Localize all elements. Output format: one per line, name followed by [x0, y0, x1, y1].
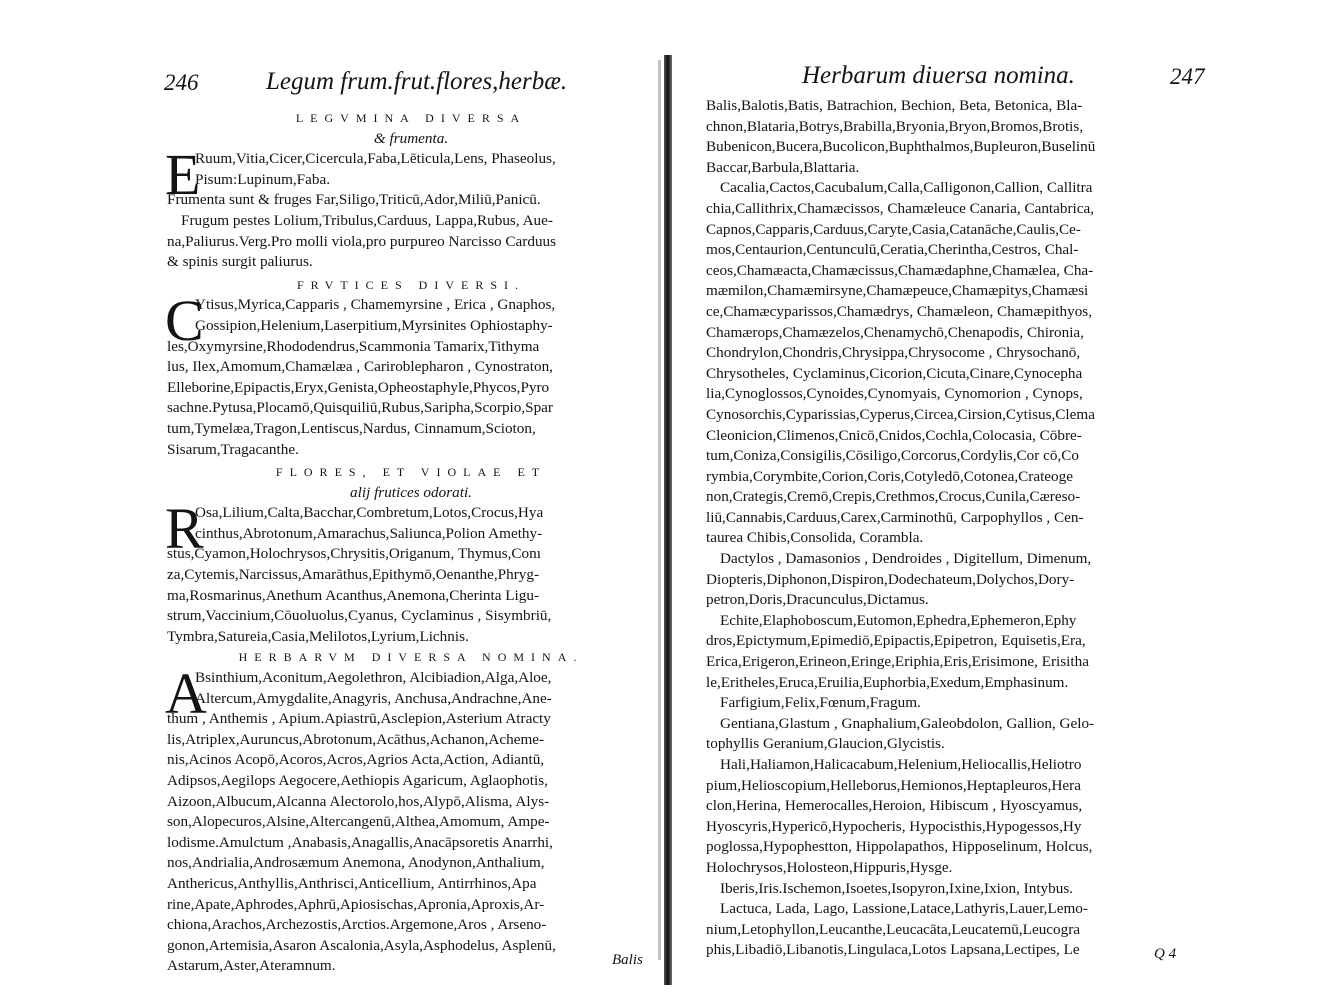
drop-cap: R	[165, 496, 204, 562]
text-line: taurea Chibis,Consolida, Corambla.	[706, 529, 924, 547]
running-head: Legum frum.frut.flores,herbæ.	[266, 68, 568, 95]
text-line: Farfigium,Felix,Fœnum,Fragum.	[720, 694, 921, 712]
text-line: non,Crategis,Cremō,Crepis,Crethmos,Crocus,Cunila,Cæreso-	[706, 488, 1081, 506]
text-line: na,Paliurus.Verg.Pro molli viola,pro purpureo Narcisso Carduus	[167, 232, 557, 250]
text-line: Adipsos,Aegilops Aegocere,Aethiopis Agaricum, Aglaophotis,	[167, 772, 548, 789]
text-line: Iberis,Iris.Ischemon,Isoetes,Isopyron,Ixine,Ixion, Intybus.	[720, 879, 1074, 897]
text-line: Cynosorchis,Cyparissias,Cyperus,Circea,Cirsion,Cytisus,Clema	[706, 405, 1095, 423]
catchword: Balis	[612, 952, 643, 968]
text-line: Chrysotheles, Cyclaminus,Cicorion,Cicuta,Cinare,Cynocepha	[706, 364, 1083, 382]
text-line: ceos,Chamæacta,Chamæcissus,Chamædaphne,Chamælea, Cha-	[706, 261, 1094, 279]
text-line: Bubenicon,Bucera,Bucolicon,Buphthalmos,Bupleuron,Buselinū	[706, 138, 1096, 156]
text-line: rine,Apate,Aphrodes,Aphrū,Apiosischas,Apronia,Aproxis,Ar-	[167, 895, 545, 913]
text-line: les,Oxymyrsine,Rhododendrus,Scammonia Tamarix,Tithyma	[167, 337, 540, 355]
text-line: gonon,Artemisia,Asaron Ascalonia,Asyla,Asphodelus, Asplenū,	[167, 936, 556, 954]
text-line: Diopteris,Diphonon,Dispiron,Dodechateum,Dolychos,Dory-	[706, 570, 1075, 588]
text-line: Erica,Erigeron,Erineon,Eringe,Eriphia,Eris,Erisimone, Erisitha	[706, 653, 1089, 671]
text-line: clon,Herina, Hemerocalles,Heroion, Hibiscum , Hyoscyamus,	[706, 797, 1083, 815]
signature-mark: Q 4	[1154, 946, 1177, 962]
text-line: Pisum:Lupinum,Faba.	[195, 170, 331, 188]
section-heading: FRVTICES DIVERSI.	[296, 277, 526, 292]
text-line: Chamærops,Chamæzelos,Chenamychō,Chenapodis, Chironia,	[706, 323, 1084, 341]
text-line: nis,Acinos Acopō,Acoros,Acros,Agrios Acta,Action, Adiantū,	[167, 751, 545, 769]
text-line: lis,Atriplex,Auruncus,Abrotonum,Acāthus,Achanon,Acheme-	[167, 730, 545, 748]
text-line: son,Alopecuros,Alsine,Altercangenū,Althea,Amomum, Ampe-	[167, 813, 550, 831]
text-line: le,Eritheles,Eruca,Eruilia,Euphorbia,Exedum,Emphasinum.	[706, 673, 1069, 691]
drop-cap-lines	[167, 295, 655, 336]
drop-cap: C	[165, 288, 204, 354]
drop-cap: A	[165, 661, 207, 727]
section-heading: FLORES, ET VIOLAE ET	[275, 465, 547, 480]
text-line: mæmilon,Chamæmirsyne,Chamæpeuce,Chamæpitys,Chamæsi	[706, 282, 1089, 300]
right-text-column	[706, 96, 1216, 961]
text-line: Elleborine,Epipactis,Eryx,Genista,Opheostaphyle,Phycos,Pyro	[167, 378, 550, 396]
text-line: Hyoscyris,Hypericō,Hypocheris, Hypocisthis,Hypogessos,Hy	[706, 817, 1082, 835]
text-line: chiona,Arachos,Archezostis,Arctios.Argemone,Aros , Arseno-	[167, 916, 547, 934]
text-line: Altercum,Amygdalite,Anagyris, Anchusa,Andrachne,Ane-	[195, 689, 552, 707]
drop-cap-lines	[167, 149, 655, 190]
text-line: za,Cytemis,Narcissus,Amarāthus,Epithymō,Oenanthe,Phryg-	[167, 566, 540, 584]
text-line: Ytisus,Myrica,Capparis , Chamemyrsine , Erica , Gnaphos,	[195, 296, 556, 314]
text-line: Frugum pestes Lolium,Tribulus,Carduus, Lappa,Rubus, Aue-	[181, 211, 553, 229]
drop-cap-lines	[167, 668, 655, 709]
text-line: chnon,Blataria,Botrys,Brabilla,Bryonia,Bryon,Bromos,Brotis,	[706, 117, 1084, 135]
text-line: & spinis surgit paliurus.	[167, 253, 313, 271]
text-line: stus,Cyamon,Holochrysos,Chrysitis,Origanum, Thymus,Conı	[167, 545, 541, 563]
section-heading: LEGVMINA DIVERSA	[295, 111, 527, 125]
drop-cap-lines	[167, 503, 655, 544]
text-line: dros,Epictymum,Epimediō,Epipactis,Epipetron, Equisetis,Era,	[706, 632, 1086, 650]
text-line: cinthus,Abrotonum,Amarachus,Saliunca,Polion Amethy-	[195, 524, 543, 542]
text-line: ma,Rosmarinus,Anethum Acanthus,Anemona,Cherinta Ligu-	[167, 586, 540, 604]
page-number: 247	[1170, 64, 1205, 89]
text-line: tophyllis Geranium,Glaucion,Glycistis.	[706, 735, 945, 753]
paragraph	[167, 544, 655, 647]
section-subheading: & frumenta.	[373, 129, 449, 147]
text-line: tum,Tymelæa,Tragon,Lentiscus,Nardus, Cinnamum,Scioton,	[167, 419, 536, 437]
text-line: Anthericus,Anthyllis,Anthrisci,Anticellium, Antirrhinos,Apa	[167, 874, 537, 892]
text-line: Astarum,Aster,Ateramnum.	[167, 957, 336, 975]
text-line: lia,Cynoglossos,Cynoides,Cynomyais, Cynomorion , Cynops,	[706, 385, 1083, 403]
text-line: Holochrysos,Holosteon,Hippuris,Hysge.	[706, 858, 953, 876]
text-line: Cacalia,Cactos,Cacubalum,Calla,Calligonon,Callion, Callitra	[720, 179, 1093, 197]
paragraph	[167, 709, 655, 977]
text-line: Cleonicion,Climenos,Cnicō,Cnidos,Cochla,Colocasia, Cōbre-	[706, 426, 1082, 444]
text-line: nos,Andrialia,Androsæmum Anemona, Anodynon,Anthalium,	[167, 854, 545, 872]
text-line: Frumenta sunt & fruges Far,Siligo,Triticū,Ador,Miliū,Panicū.	[167, 191, 541, 209]
left-text-column	[167, 108, 655, 977]
text-line: lodisme.Amulctum ,Anabasis,Anagallis,Anacāpsoretis Anarrhi,	[167, 833, 553, 851]
text-line: phis,Libadiō,Libanotis,Lingulaca,Lotos Lapsana,Lectipes, Le	[706, 941, 1080, 959]
text-line: Dactylos , Damasonios , Dendroides , Digitellum, Dimenum,	[720, 550, 1092, 568]
text-line: Bsinthium,Aconitum,Aegolethron, Alcibiadion,Alga,Aloe,	[195, 669, 552, 687]
text-line: thum , Anthemis , Apium.Apiastrū,Asclepion,Asterium Atracty	[167, 710, 551, 728]
drop-cap: E	[165, 142, 201, 208]
text-line: tum,Coniza,Consigilis,Cōsiligo,Corcorus,Cordylis,Cor cō,Co	[706, 447, 1079, 465]
text-line: Sisarum,Tragacanthe.	[167, 440, 299, 458]
text-line: pium,Helioscopium,Helleborus,Hemionos,Heptapleuros,Hera	[706, 776, 1081, 794]
text-line: Aizoon,Albucum,Alcanna Alectorolo,hos,Alypō,Alisma, Alys-	[167, 792, 550, 810]
page-number: 246	[164, 70, 199, 95]
text-line: Gentiana,Glastum , Gnaphalium,Galeobdolon, Gallion, Gelo-	[720, 714, 1095, 732]
text-line: Lactuca, Lada, Lago, Lassione,Latace,Lathyris,Lauer,Lemo-	[720, 900, 1088, 918]
text-line: poglossa,Hypophestton, Hippolapathos, Hipposelinum, Holcus,	[706, 838, 1093, 856]
right-page	[672, 0, 1321, 1000]
section-subheading: alij frutices odorati.	[350, 483, 472, 501]
text-line: Ruum,Vitia,Cicer,Cicercula,Faba,Lēticula,Lens, Phaseolus,	[195, 150, 556, 168]
text-line: Balis,Balotis,Batis, Batrachion, Bechion, Beta, Betonica, Bla-	[706, 97, 1083, 114]
paragraph	[167, 337, 655, 461]
text-line: chia,Callithrix,Chamæcissos, Chamæleuce Canaria, Cantabrica,	[706, 199, 1095, 217]
text-line: Osa,Lilium,Calta,Bacchar,Combretum,Lotos,Crocus,Hya	[195, 504, 544, 522]
text-line: lus, Ilex,Amomum,Chamælæa , Cariroblepharon , Cynostraton,	[167, 358, 553, 376]
text-line: petron,Doris,Dracunculus,Dictamus.	[706, 591, 929, 609]
text-line: ce,Chamæcyparissos,Chamædrys, Chamæleon, Chamæpithyos,	[706, 302, 1092, 320]
text-line: liū,Cannabis,Carduus,Carex,Carminothū, Carpophyllos , Cen-	[706, 508, 1084, 526]
paragraph	[167, 190, 655, 272]
text-line: Hali,Haliamon,Halicacabum,Helenium,Heliocallis,Heliotro	[720, 756, 1082, 773]
text-line: strum,Vaccinium,Cōuoluolus,Cyanus, Cyclaminus , Sisymbriū,	[167, 607, 552, 625]
section-heading: HERBARVM DIVERSA NOMINA.	[238, 650, 584, 665]
running-head: Herbarum diuersa nomina.	[802, 62, 1075, 89]
text-line: Gossipion,Helenium,Laserpitium,Myrsinites Ophiostaphy-	[195, 316, 553, 334]
text-line: sachne.Pytusa,Plocamō,Quisquiliū,Rubus,Saripha,Scorpio,Spar	[167, 399, 553, 417]
text-line: Capnos,Capparis,Carduus,Caryte,Casia,Catanāche,Caulis,Ce-	[706, 220, 1081, 238]
text-line: nium,Letophyllon,Leucanthe,Leucacāta,Leucatemū,Leucogra	[706, 920, 1081, 938]
text-line: Tymbra,Satureia,Casia,Melilotos,Lyrium,Lichnis.	[167, 627, 469, 645]
text-line: Baccar,Barbula,Blattaria.	[706, 158, 860, 176]
text-line: rymbia,Corymbite,Corion,Coris,Cotyledō,Cotonea,Crateoge	[706, 467, 1073, 485]
text-line: Chondrylon,Chondris,Chrysippa,Chrysocome , Chrysochanō,	[706, 344, 1081, 362]
text-line: mos,Centaurion,Centunculū,Ceratia,Cherintha,Cestros, Chal-	[706, 241, 1079, 259]
text-line: Echite,Elaphoboscum,Eutomon,Ephedra,Ephemeron,Ephy	[720, 611, 1077, 629]
